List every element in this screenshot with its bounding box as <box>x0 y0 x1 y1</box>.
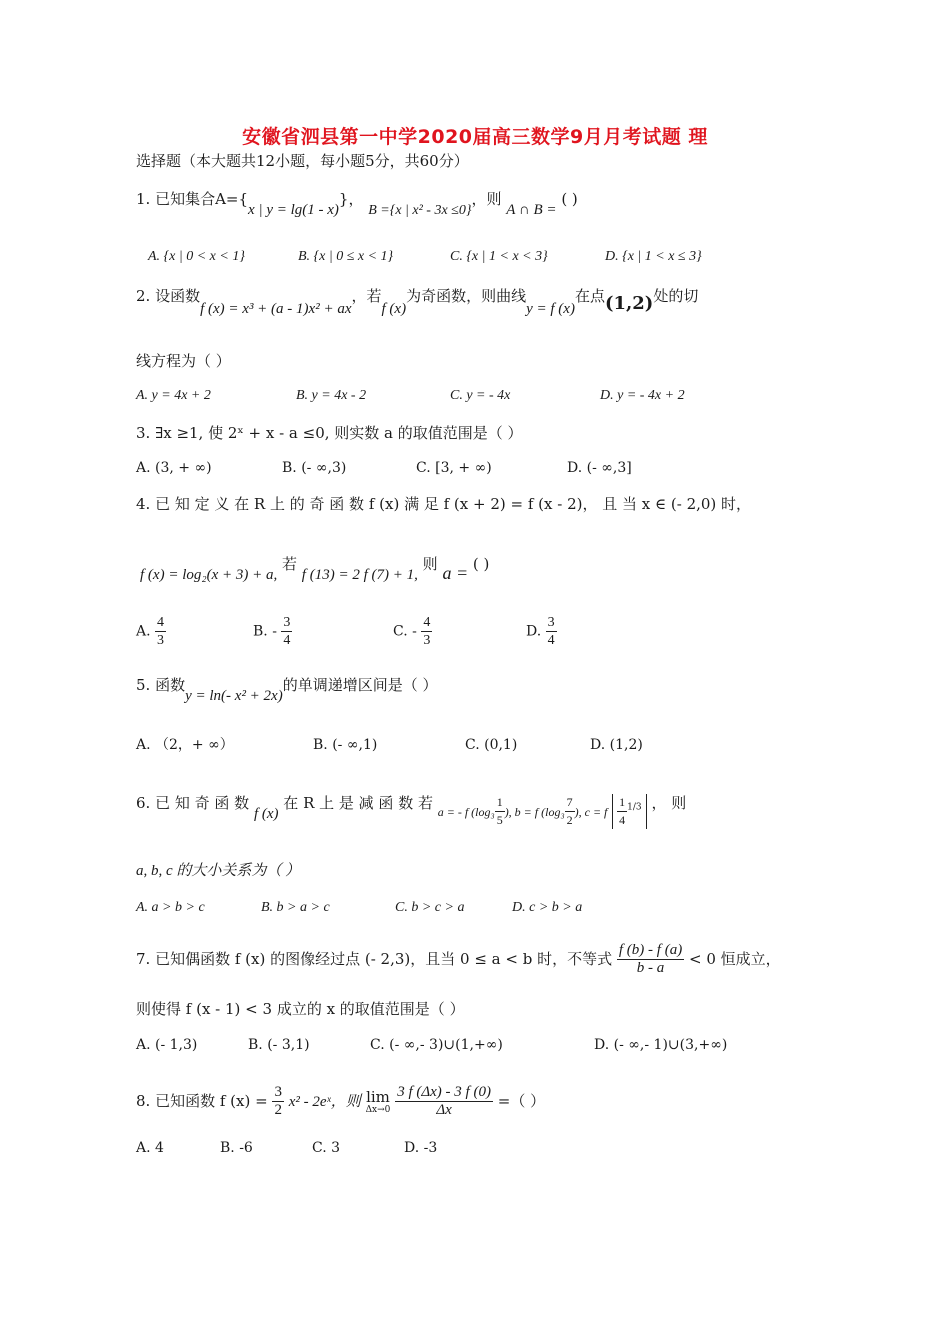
q1-option-a: A. {x | 0 < x < 1} <box>148 249 245 264</box>
bracket: $\frac{1}{4}$ $^{1/3}$ <box>612 794 646 829</box>
q2-option-d: D. y = - 4x + 2 <box>600 388 685 403</box>
q7-option-d: D. (- ∞,- 1)∪(3,+∞) <box>594 1037 728 1053</box>
q4-option-d: D. $\frac{3}{4}$ <box>526 615 555 648</box>
q7-option-c: C. (- ∞,- 3)∪(1,+∞) <box>370 1037 503 1053</box>
q8-option-a: A. 4 <box>136 1140 164 1156</box>
question-6: 6. 已 知 奇 函 数 f (x) 在 R 上 是 减 函 数 若 a = - f (log₃ $\frac{1}{5}$ ), b = f (log₃ $\frac{7}{2}$ ), c = f $\frac{1}{4}$ $^{1/3}$ ， 则 <box>136 793 687 827</box>
fraction: $\frac{1}{5}$ <box>496 795 503 827</box>
q4-option-a: A. $\frac{4}{3}$ <box>136 615 165 648</box>
q4-option-c: C. - $\frac{4}{3}$ <box>393 615 431 648</box>
fraction: $\frac{1}{4}$ <box>619 795 626 827</box>
fraction: $\frac{4}{3}$ <box>423 615 431 648</box>
section-heading: 选择题（本大题共12小题，每小题5分，共60分） <box>136 152 469 170</box>
page-title: 安徽省泗县第一中学2020届高三数学9月月考试题 理 <box>242 126 708 148</box>
question-4: 4. 已 知 定 义 在 R 上 的 奇 函 数 f (x) 满 足 f (x + 2) = f (x - 2)， 且 当 x ∈ (- 2,0) 时， <box>136 495 752 513</box>
fraction: $\frac{3}{4}$ <box>547 615 555 648</box>
q3-option-b: B. (- ∞,3) <box>282 460 347 476</box>
q5-option-a: A. （2，+ ∞） <box>136 737 234 753</box>
question-7-line-2: 则使得 f (x - 1) < 3 成立的 x 的取值范围是（ ） <box>136 1000 465 1018</box>
question-6-line-2: a, b, c 的大小关系为（ ） <box>136 863 301 879</box>
q1-option-b: B. {x | 0 ≤ x < 1} <box>298 249 394 264</box>
question-8: 8. 已知函数 f (x) = $\frac{3}{2}$ x² - 2eˣ，则 lim Δx→0 $\frac{3 f (\Delta x) - 3 f (0)}{\Delta x}$ =（ ） <box>136 1084 546 1118</box>
q1-option-d: D. {x | 1 < x ≤ 3} <box>605 249 702 264</box>
q8-option-c: C. 3 <box>312 1140 341 1156</box>
q4-option-b: B. - $\frac{3}{4}$ <box>253 615 291 648</box>
q2-option-b: B. y = 4x - 2 <box>296 388 367 403</box>
limit: lim Δx→0 <box>365 1087 391 1115</box>
question-2: 2. 设函数f (x) = x³ + (a - 1)x² + ax，若f (x)为奇函数，则曲线y = f (x)在点(1,2)处的切 <box>136 287 699 317</box>
question-3: 3. ∃x ≥1, 使 2ˣ + x - a ≤0, 则实数 a 的取值范围是（ ） <box>136 424 523 442</box>
q2-option-c: C. y = - 4x <box>450 388 511 403</box>
q3-option-c: C. [3, + ∞) <box>416 460 492 476</box>
q3-option-d: D. (- ∞,3] <box>567 460 632 476</box>
q6-option-c: C. b > c > a <box>395 900 465 915</box>
fraction: $\frac{f (b) - f (a)}{b - a}$ <box>618 942 683 976</box>
fraction: $\frac{3}{4}$ <box>283 615 291 648</box>
q1-option-c: C. {x | 1 < x < 3} <box>450 249 548 264</box>
q8-option-d: D. -3 <box>404 1140 438 1156</box>
q7-option-b: B. (- 3,1) <box>248 1037 310 1053</box>
question-2-line-2: 线方程为（ ） <box>136 352 231 370</box>
question-4-line-2: f (x) = log₂(x + 3) + a, 若 f (13) = 2 f (7) + 1, 则 a = ( ) <box>140 555 490 583</box>
question-1: 1. 已知集合A={x | y = lg(1 - x)}， B ={x | x² - 3x ≤0}，则 A ∩ B = ( ) <box>136 190 578 218</box>
question-5: 5. 函数y = ln(- x² + 2x)的单调递增区间是（ ） <box>136 676 438 704</box>
q7-option-a: A. (- 1,3) <box>136 1037 198 1053</box>
q2-option-a: A. y = 4x + 2 <box>136 388 211 403</box>
q5-option-d: D. (1,2) <box>590 737 643 753</box>
question-7: 7. 已知偶函数 f (x) 的图像经过点 (- 2,3)，且当 0 ≤ a < b 时，不等式 $\frac{f (b) - f (a)}{b - a}$ < 0 恒成立， <box>136 942 781 976</box>
fraction: $\frac{3}{2}$ <box>274 1084 282 1118</box>
q6-option-a: A. a > b > c <box>136 900 205 915</box>
q3-option-a: A. (3, + ∞) <box>136 460 212 476</box>
fraction: $\frac{7}{2}$ <box>566 795 573 827</box>
fraction: $\frac{4}{3}$ <box>157 615 165 648</box>
q5-option-b: B. (- ∞,1) <box>313 737 378 753</box>
q8-option-b: B. -6 <box>220 1140 253 1156</box>
q5-option-c: C. (0,1) <box>465 737 518 753</box>
q6-option-b: B. b > a > c <box>261 900 330 915</box>
fraction: $\frac{3 f (\Delta x) - 3 f (0)}{\Delta x}$ <box>397 1084 491 1118</box>
q6-option-d: D. c > b > a <box>512 900 583 915</box>
